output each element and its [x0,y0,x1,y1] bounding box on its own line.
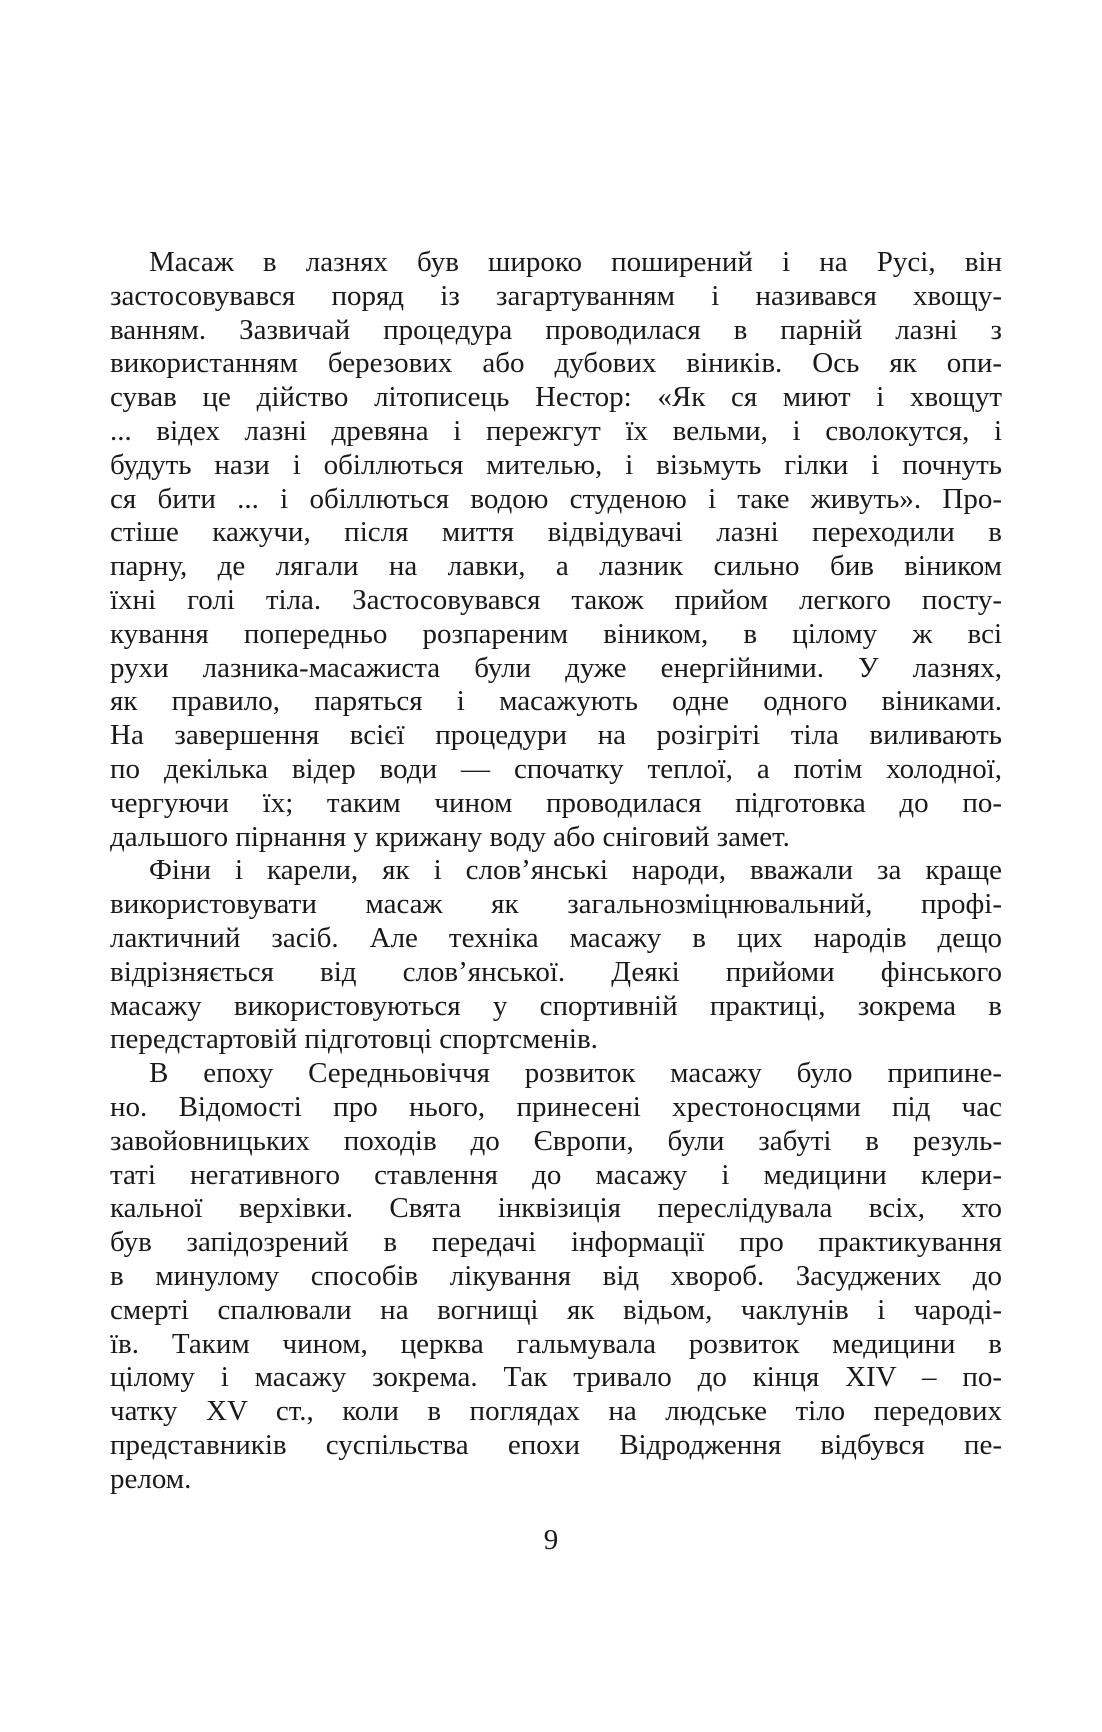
text-line: будуть нази і обіллються мителью, і візьмуть гілки і почнуть [110,448,1002,481]
text-line: їв. Таким чином, церква гальмувала розвиток медицини в [110,1327,1002,1360]
text-line: парну, де лягали на лавки, а лазник сильно бив віником [110,550,1002,583]
text-line: таті негативного ставлення до масажу і медицини клери- [110,1158,1002,1191]
text-line: завойовницьких походів до Європи, були забуті в резуль- [110,1124,1002,1157]
paragraph-1 [110,246,1002,854]
text-line: кування попередньо розпареним віником, в цілому ж всі [110,617,1002,650]
text-line: чатку XV ст., коли в поглядах на людське тіло передових [110,1395,1002,1428]
text-line: ванням. Зазвичай процедура проводилася в парній лазні з [110,313,1002,346]
text-line: представників суспільства епохи Відродження відбувся пе- [110,1428,1002,1461]
text-line: передстартовій підготовці спортсменів. [110,1023,598,1056]
text-line: дальшого пірнання у крижану воду або сніговий замет. [110,820,790,853]
text-line: використанням березових або дубових віників. Ось як опи- [110,347,1002,380]
text-line: На завершення всієї процедури на розігріті тіла виливають [110,719,1002,752]
text-line: смерті спалювали на вогнищі як відьом, чаклунів і чароді- [110,1293,1002,1326]
text-line: лактичний засіб. Але техніка масажу в цих народів дещо [110,921,1002,954]
text-line: рухи лазника-масажиста були дуже енергійними. У лазнях, [110,651,1002,684]
text-line: цілому і масажу зокрема. Так тривало до кінця XIV – по- [110,1361,1002,1394]
text-line: сував це дійство літописець Нестор: «Як ся миют і хвощут [110,381,1002,414]
text-line: В епоху Середньовіччя розвиток масажу було припине- [149,1057,1002,1090]
text-line: в минулому способів лікування від хвороб. Засуджених до [110,1259,1002,1292]
text-line: стіше кажучи, після миття відвідувачі лазні переходили в [110,516,1002,549]
text-line: був запідозрений в передачі інформації про практикування [110,1226,1002,1259]
text-line: ... відех лазні древяна і пережгут їх вельми, і сволокутся, і [110,414,1002,447]
text-line: по декілька відер води — спочатку теплої, а потім холодної, [110,752,1002,785]
text-line: но. Відомості про нього, принесені хрестоносцями під час [110,1090,1002,1123]
text-line: відрізняється від слов’янської. Деякі прийоми фінського [110,955,1002,988]
text-line: застосовувався поряд із загартуванням і називався хвощу- [110,279,1002,312]
paragraph-3 [110,1057,1002,1496]
text-line: масажу використовуються у спортивній практиці, зокрема в [110,989,1002,1022]
text-line: як правило, паряться і масажують одне одного віниками. [110,685,1002,718]
text-line: релом. [110,1462,192,1495]
page-number: 9 [543,1524,559,1556]
paragraph-2 [110,854,1002,1057]
text-line: ся бити ... і обіллються водою студеною і таке живуть». Про- [110,482,1002,515]
text-line: чергуючи їх; таким чином проводилася підготовка до по- [110,786,1002,819]
text-line: Фіни і карели, як і слов’янські народи, вважали за краще [149,854,1002,887]
text-line: їхні голі тіла. Застосовувався також прийом легкого посту- [110,583,1002,616]
text-line: Масаж в лазнях був широко поширений і на Русі, він [149,246,1002,278]
body-text [110,246,1002,1496]
text-line: використовувати масаж як загальнозміцнювальний, профі- [110,888,1002,921]
text-line: кальної верхівки. Свята інквізиція переслідувала всіх, хто [110,1192,1002,1225]
